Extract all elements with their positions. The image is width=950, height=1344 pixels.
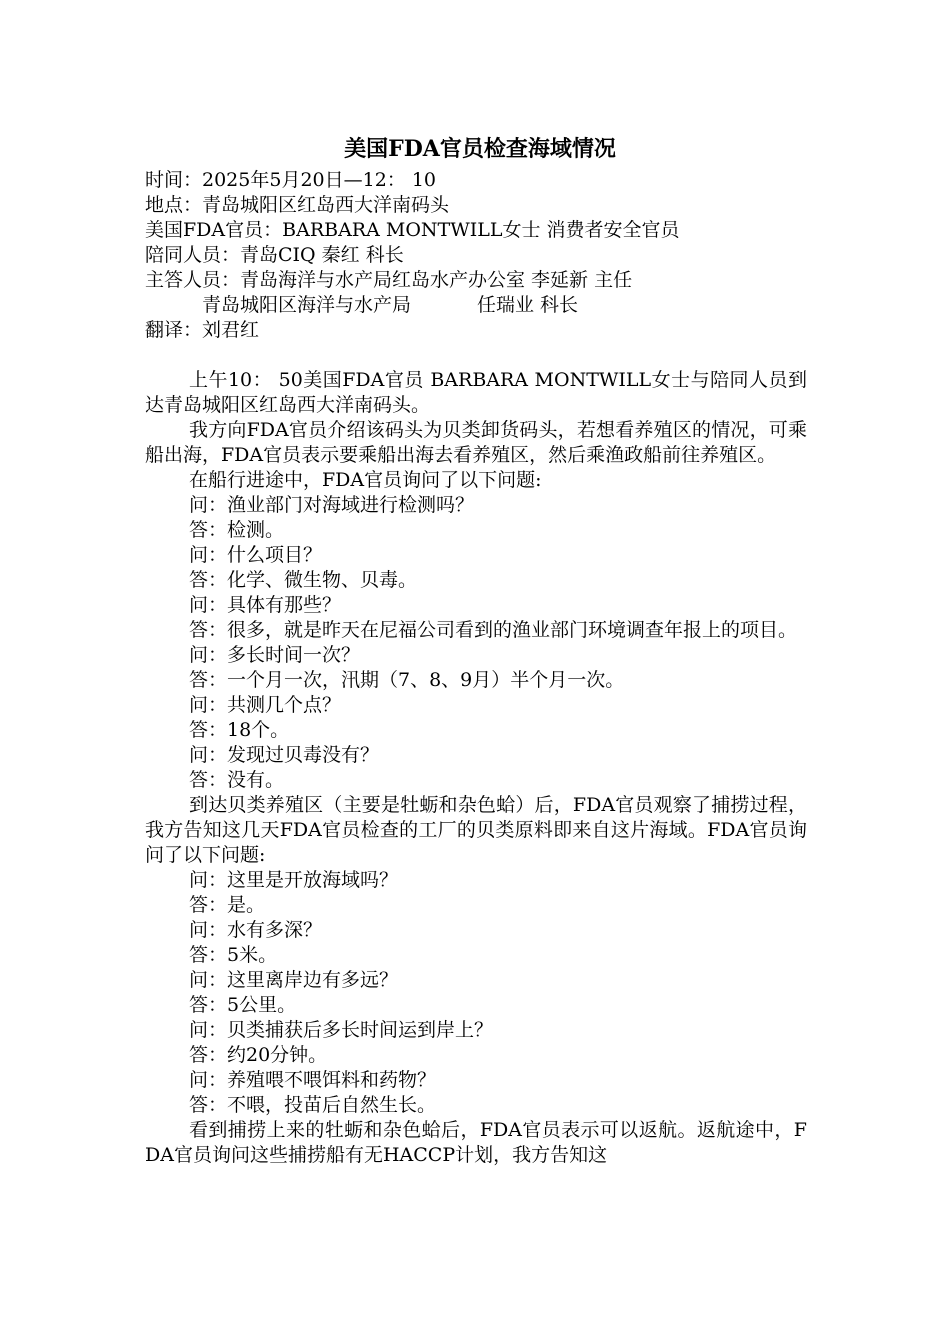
qa-line: 问：发现过贝毒没有？ [189,744,380,766]
meta-block [145,168,807,343]
meta-official: 美国FDA官员：BARBARA MONTWILL女士 消费者安全官员 [145,219,680,241]
qa-line: 问：共测几个点？ [189,694,342,716]
qa-line: 答：是。 [189,894,266,916]
meta-time: 时间：2025年5月20日—12： 10 [145,169,437,191]
meta-accompany: 陪同人员：青岛CIQ 秦红 科长 [145,244,404,266]
qa-line: 问：这里是开放海域吗？ [189,869,399,891]
meta-respondent: 主答人员：青岛海洋与水产局红岛水产办公室 李延新 主任 [145,269,633,291]
qa-list-1 [145,493,807,618]
qa-line: 答：化学、微生物、贝毒。 [189,569,418,591]
qa-line: 答：不喂，投苗后自然生长。 [189,1094,437,1116]
qa-line: 答：18个。 [189,719,290,741]
paragraph-introduction: 我方向FDA官员介绍该码头为贝类卸货码头，若想看养殖区的情况，可乘船出海，FDA官员表示要乘船出海去看养殖区，然后乘渔政船前往养殖区。 [145,419,807,466]
qa-line: 问：具体有那些？ [189,594,342,616]
paragraph-arrival: 上午10： 50美国FDA官员 BARBARA MONTWILL女士与陪同人员到达青岛城阳区红岛西大洋南码头。 [145,369,807,416]
qa-line: 问：贝类捕获后多长时间运到岸上？ [189,1019,494,1041]
qa-line-long: 答：很多，就是昨天在尼福公司看到的渔业部门环境调查年报上的项目。 [189,619,798,641]
qa-line: 问：什么项目？ [189,544,323,566]
meta-respondent-2-org: 青岛城阳区海洋与水产局 [202,294,412,316]
qa-line: 答：没有。 [189,769,285,791]
qa-line: 问：养殖喂不喂饵料和药物？ [189,1069,437,1091]
qa-line: 答：5米。 [189,944,278,966]
meta-respondent-2 [145,293,807,318]
meta-respondent-2-name: 任瑞业 科长 [477,294,579,316]
qa-line: 问：渔业部门对海域进行检测吗？ [189,494,475,516]
document-page [145,130,807,1168]
qa-line: 问：多长时间一次？ [189,644,361,666]
qa-line: 答：约20分钟。 [189,1044,328,1066]
document-title: 美国FDA官员检查海域情况 [344,136,616,162]
qa-line: 答：一个月一次，汛期（7、8、9月）半个月一次。 [189,669,625,691]
paragraph-farming-area: 到达贝类养殖区（主要是牡蛎和杂色蛤）后，FDA官员观察了捕捞过程，我方告知这几天FDA官员检查的工厂的贝类原料即来自这片海域。FDA官员询问了以下问题: [145,794,807,866]
qa-line: 问：水有多深？ [189,919,323,941]
qa-line: 问：这里离岸边有多远？ [189,969,399,991]
meta-translator: 翻译：刘君红 [145,319,260,341]
qa-list-2 [145,643,807,793]
qa-list-3 [145,868,807,1118]
paragraph-questions-intro: 在船行进途中，FDA官员询问了以下问题: [189,469,542,491]
paragraph-return: 看到捕捞上来的牡蛎和杂色蛤后，FDA官员表示可以返航。返航途中，FDA官员询问这些捕捞船有无HACCP计划，我方告知这 [145,1119,807,1166]
qa-line: 答：检测。 [189,519,285,541]
qa-line: 答：5公里。 [189,994,297,1016]
meta-place: 地点：青岛城阳区红岛西大洋南码头 [145,194,450,216]
